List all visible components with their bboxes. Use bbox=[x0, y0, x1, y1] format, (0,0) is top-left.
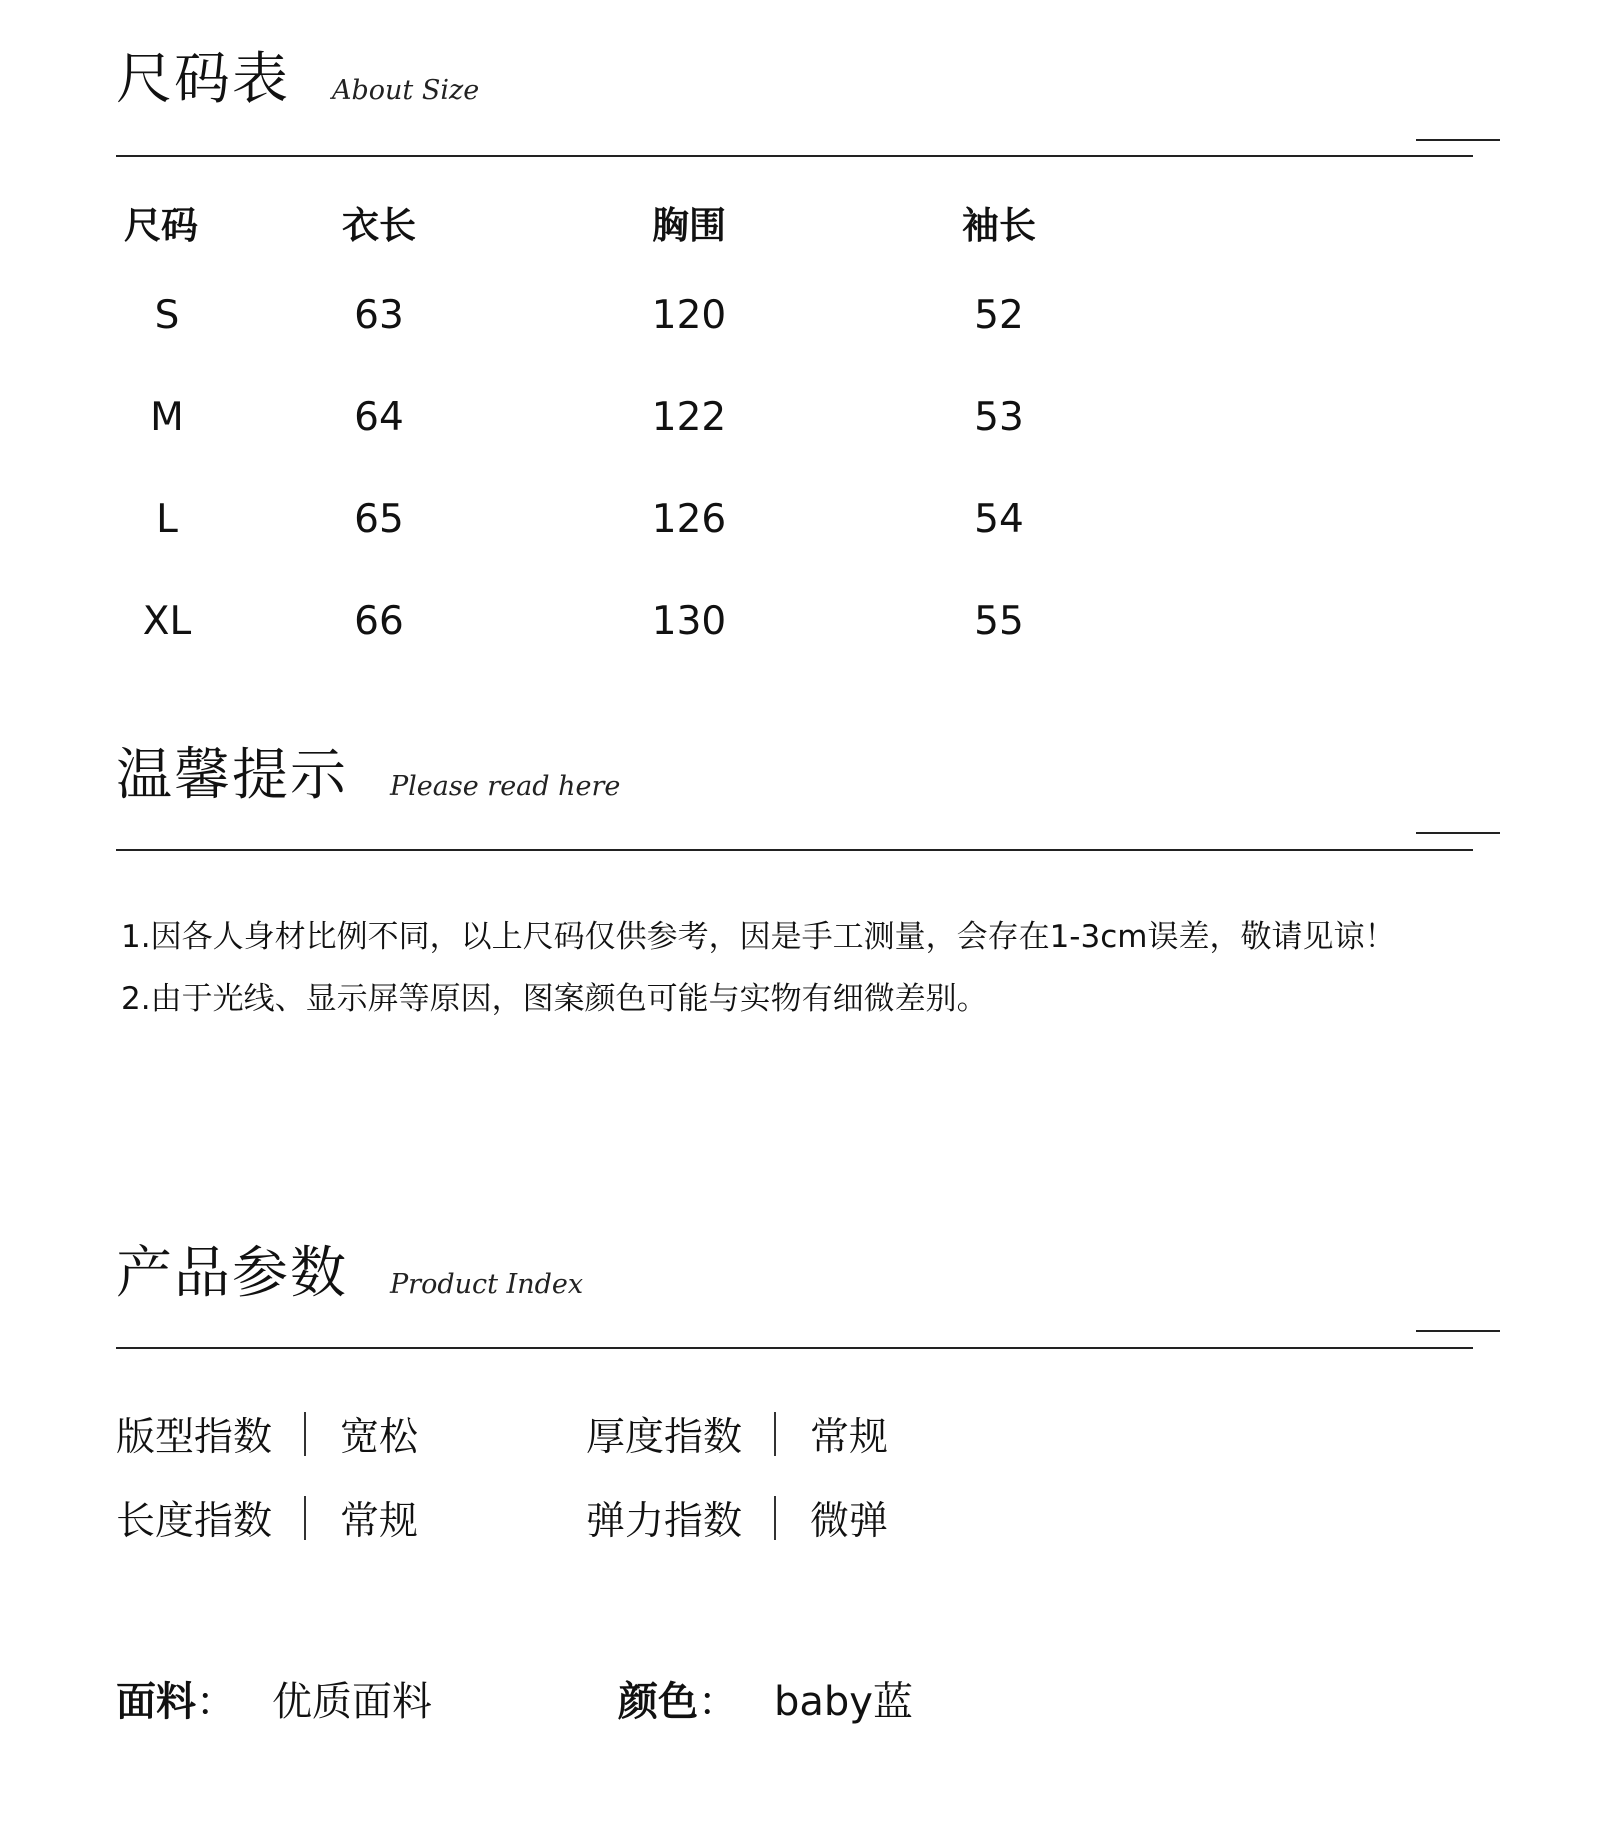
param-length-index bbox=[116, 1488, 418, 1548]
chest-cell: 122 bbox=[651, 394, 727, 440]
tips-section-header bbox=[116, 734, 621, 808]
tips-section-subtitle: Please read here bbox=[390, 771, 621, 802]
header-divider bbox=[116, 849, 1473, 851]
size-table bbox=[110, 180, 1154, 672]
fabric-spec bbox=[116, 1670, 432, 1727]
header-accent-line bbox=[1416, 139, 1500, 141]
length-cell: 66 bbox=[354, 598, 404, 644]
chest-cell: 120 bbox=[651, 292, 727, 338]
size-cell: XL bbox=[142, 598, 192, 644]
product-section-subtitle: Product Index bbox=[390, 1269, 584, 1300]
size-cell: L bbox=[156, 496, 178, 542]
tips-notes bbox=[121, 906, 1395, 1030]
header-accent-line bbox=[1416, 832, 1500, 834]
chest-cell: 126 bbox=[651, 496, 727, 542]
param-label: 长度指数 bbox=[116, 1499, 273, 1544]
tip-line: 2.由于光线、显示屏等原因，图案颜色可能与实物有细微差别。 bbox=[121, 981, 988, 1017]
table-row bbox=[110, 570, 1154, 672]
size-table-header: 胸围 bbox=[652, 204, 726, 247]
size-table-header: 衣长 bbox=[342, 204, 416, 247]
param-value: 微弹 bbox=[810, 1499, 889, 1544]
length-cell: 63 bbox=[354, 292, 404, 338]
product-section-header bbox=[116, 1232, 584, 1306]
length-cell: 65 bbox=[354, 496, 404, 542]
param-value: 常规 bbox=[810, 1415, 889, 1460]
param-separator bbox=[304, 1496, 306, 1540]
size-table-header: 袖长 bbox=[962, 204, 1036, 247]
size-table-header-row bbox=[110, 180, 1154, 264]
size-cell: S bbox=[154, 292, 180, 338]
color-spec bbox=[618, 1670, 913, 1727]
sleeve-cell: 54 bbox=[974, 496, 1024, 542]
size-section-subtitle: About Size bbox=[332, 75, 480, 106]
param-separator bbox=[304, 1412, 306, 1456]
param-label: 厚度指数 bbox=[586, 1415, 743, 1460]
fabric-label: 面料 bbox=[116, 1679, 196, 1725]
color-label: 颜色 bbox=[618, 1679, 698, 1725]
param-elasticity-index bbox=[586, 1488, 888, 1548]
table-row bbox=[110, 366, 1154, 468]
param-value: 常规 bbox=[340, 1499, 419, 1544]
size-cell: M bbox=[150, 394, 184, 440]
header-accent-line bbox=[1416, 1330, 1500, 1332]
param-value: 宽松 bbox=[340, 1415, 419, 1460]
size-section-title: 尺码表 bbox=[116, 47, 290, 112]
param-separator bbox=[774, 1496, 776, 1540]
color-value: baby蓝 bbox=[774, 1679, 913, 1725]
product-section-title: 产品参数 bbox=[116, 1241, 348, 1306]
tip-line: 1.因各人身材比例不同，以上尺码仅供参考，因是手工测量，会存在1-3cm误差，敬请见谅！ bbox=[121, 919, 1396, 955]
size-section-header bbox=[116, 38, 480, 112]
param-fit-index bbox=[116, 1404, 418, 1464]
table-row bbox=[110, 468, 1154, 570]
param-thickness-index bbox=[586, 1404, 888, 1464]
param-label: 弹力指数 bbox=[586, 1499, 743, 1544]
table-row bbox=[110, 264, 1154, 366]
color-colon: ： bbox=[698, 1679, 738, 1725]
header-divider bbox=[116, 155, 1473, 157]
sleeve-cell: 52 bbox=[974, 292, 1024, 338]
fabric-value: 优质面料 bbox=[272, 1679, 432, 1725]
sleeve-cell: 55 bbox=[974, 598, 1024, 644]
param-label: 版型指数 bbox=[116, 1415, 273, 1460]
sleeve-cell: 53 bbox=[974, 394, 1024, 440]
tips-section-title: 温馨提示 bbox=[116, 743, 348, 808]
header-divider bbox=[116, 1347, 1473, 1349]
chest-cell: 130 bbox=[651, 598, 727, 644]
fabric-colon: ： bbox=[196, 1679, 236, 1725]
size-table-header: 尺码 bbox=[124, 204, 198, 247]
param-separator bbox=[774, 1412, 776, 1456]
length-cell: 64 bbox=[354, 394, 404, 440]
